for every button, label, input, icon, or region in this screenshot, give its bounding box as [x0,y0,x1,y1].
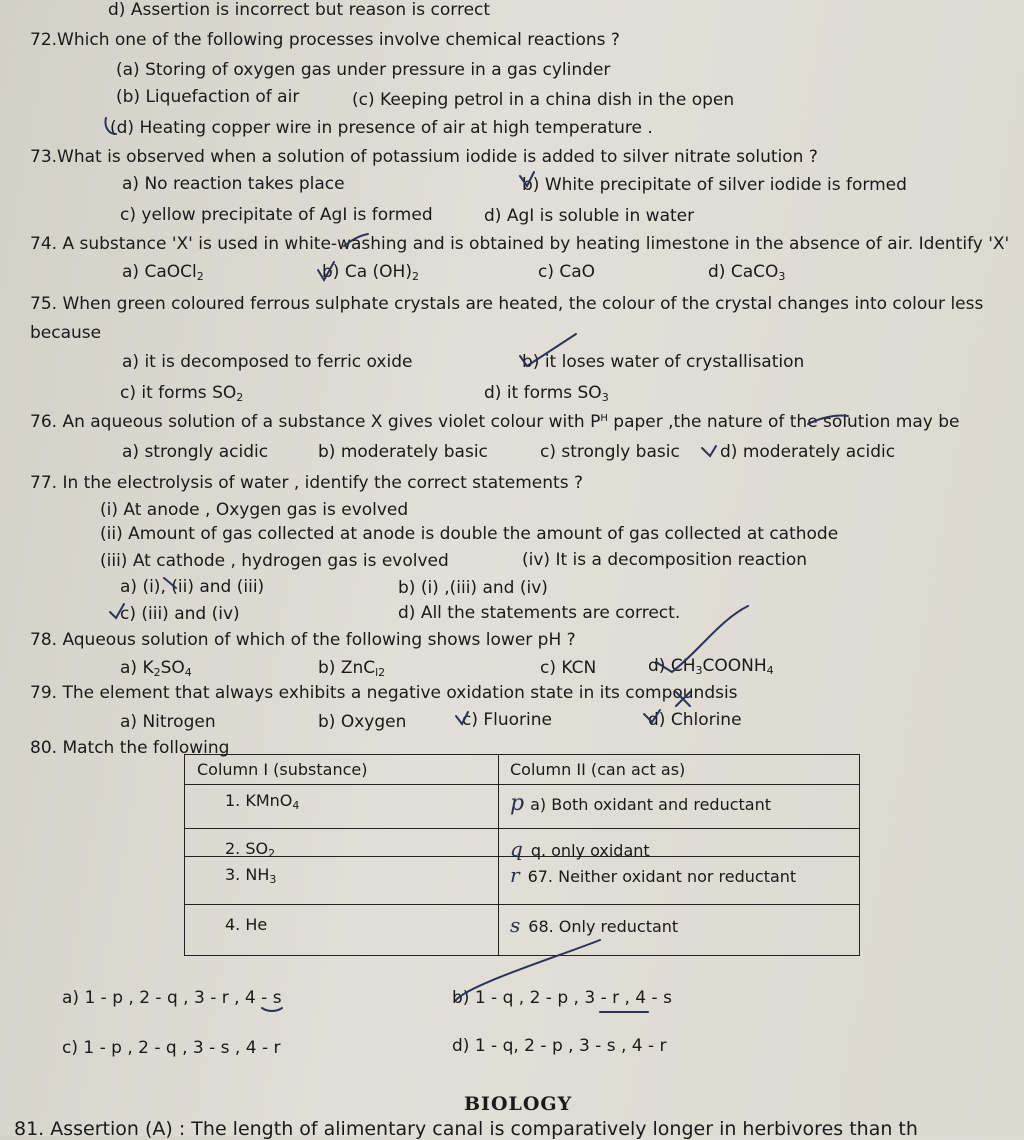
q74-option-d: d) CaCO$_3$ [708,262,786,283]
next-question-cut-off: 81. Assertion (A) : The length of alimentary canal is comparatively longer in herbivores than th [14,1118,918,1140]
q73-b-tick-icon [520,172,534,186]
q77-statement-i: (i) At anode , Oxygen gas is evolved [100,500,409,520]
q77-option-c: c) (iii) and (iv) [120,604,240,624]
q72-option-a: (a) Storing of oxygen gas under pressure in a gas cylinder [116,60,611,80]
q76-d-tick-icon [702,446,716,456]
question-79-stem: 79. The element that always exhibits a negative oxidation state in its compoundsis [30,683,738,703]
row-3-substance: 3. $NH_3$ [225,865,277,886]
q73-option-a: a) No reaction takes place [122,174,345,194]
q76-stem-stroke-icon [808,415,848,424]
q77-a-cross-icon [164,578,176,588]
q74-stem-stroke-icon [344,234,368,246]
q80-b-tick-icon [456,940,600,1000]
row-4-substance: 4. He [225,915,268,934]
q74-option-c: c) CaO [538,262,596,282]
q79-option-c: c) Fluorine [462,710,553,730]
question-75-stem-continued: because [30,323,102,343]
row-3-role: r 67. Neither oxidant nor reductant [510,863,797,887]
q80-a-underline-icon [262,1008,282,1011]
question-75-stem: 75. When green coloured ferrous sulphate crystals are heated, the colour of the crystal changes into colour less [30,294,984,314]
q72-option-d: (d) Heating copper wire in presence of air at high temperature . [110,118,653,138]
row-2-role: q q. only oxidant [510,837,650,861]
question-73-stem: 73.What is observed when a solution of potassium iodide is added to silver nitrate solution ? [30,147,818,167]
previous-option-line: d) Assertion is incorrect but reason is correct [108,0,491,20]
q78-option-c: c) KCN [540,658,597,678]
row-1-role: p a) Both oxidant and reductant [510,791,772,816]
q79-option-a: a) Nitrogen [120,712,216,732]
q74-b-tick-icon [318,262,334,280]
section-heading-biology: BIOLOGY [464,1093,573,1115]
q75-option-a: a) it is decomposed to ferric oxide [122,352,413,372]
q77-statement-iii: (iii) At cathode , hydrogen gas is evolved [100,551,449,571]
column-2-header: Column II (can act as) [510,760,686,779]
q79-stem-cross-icon [676,692,690,706]
q76-option-a: a) strongly acidic [122,442,269,462]
row-1-substance: 1. KMnO$_4$ [225,791,300,812]
handwritten-mark: q [510,837,523,861]
q75-option-b: b) it loses water of crystallisation [522,352,805,372]
handwritten-mark: p [510,791,525,816]
q79-d-tick-icon [644,710,660,722]
question-77-stem: 77. In the electrolysis of water , identify the correct statements ? [30,473,583,493]
question-72-stem: 72.Which one of the following processes involve chemical reactions ? [30,30,620,50]
q79-option-d: d) Chlorine [648,710,742,730]
q75-option-c: c) it forms $SO_2$ [120,383,244,404]
q76-option-b: b) moderately basic [318,442,488,462]
q80-option-c: c) 1 - p , 2 - q , 3 - s , 4 - r [62,1038,281,1058]
q75-option-d: d) it forms $SO_3$ [484,383,609,404]
q77-statement-ii: (ii) Amount of gas collected at anode is double the amount of gas collected at cathode [100,524,839,544]
q73-option-d: d) AgI is soluble in water [484,206,695,226]
row-2-substance: 2. $SO_2$ [225,839,276,860]
question-78-stem: 78. Aqueous solution of which of the following shows lower pH ? [30,630,576,650]
q77-statement-iv: (iv) It is a decomposition reaction [522,550,808,570]
question-74-stem: 74. A substance 'X' is used in white-washing and is obtained by heating limestone in the absence of air. Identify 'X' [30,234,1010,254]
row-4-role: s 68. Only reductant [510,913,679,937]
column-1-header: Column I (substance) [197,760,368,779]
handwritten-mark: s [510,913,521,937]
question-80-stem: 80. Match the following [30,738,230,758]
q76-option-d: d) moderately acidic [720,442,896,462]
q78-d-tick-icon [656,606,748,672]
q75-b-tick-icon [520,334,576,366]
q80-option-d: d) 1 - q, 2 - p , 3 - s , 4 - r [452,1036,667,1056]
q74-option-a: a) CaOCl$_2$ [122,262,204,283]
q78-option-d: d) $CH_3COONH_4$ [648,656,774,677]
q73-option-c: c) yellow precipitate of AgI is formed [120,205,433,225]
q72-option-b: (b) Liquefaction of air [116,87,300,107]
q77-option-d: d) All the statements are correct. [398,603,681,623]
q76-option-c: c) strongly basic [540,442,680,462]
q77-c-tick-icon [110,604,124,618]
q77-option-a: a) (i), (ii) and (iii) [120,577,265,597]
q80-option-a: a) 1 - p , 2 - q , 3 - r , 4 - s [62,988,282,1008]
q79-option-b: b) Oxygen [318,712,407,732]
q77-option-b: b) (i) ,(iii) and (iv) [398,578,548,598]
q80-option-b: b) 1 - q , 2 - p , 3 - r , 4 - s [452,988,672,1008]
q72-d-tick-icon [105,118,116,134]
q78-option-b: b) ZnC$_{l2}$ [318,658,386,679]
q74-option-b: b) Ca $(OH)_2$ [322,262,419,283]
handwritten-mark: r [510,863,520,887]
q73-option-b: b) White precipitate of silver iodide is formed [522,175,907,195]
q79-c-tick-icon [456,712,468,724]
question-76-stem: 76. An aqueous solution of a substance X gives violet colour with $P^H$ paper ,the nature of the solution may be [30,412,960,432]
q78-option-a: a) $K_2SO_4$ [120,658,192,679]
q72-option-c: (c) Keeping petrol in a china dish in the open [352,90,735,110]
